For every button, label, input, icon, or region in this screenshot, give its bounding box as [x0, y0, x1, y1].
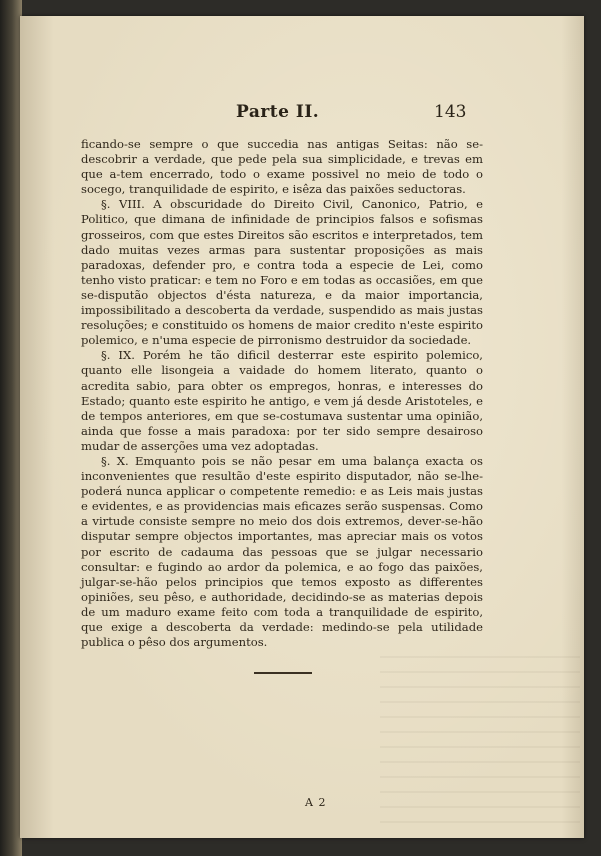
- page-number: 143: [434, 102, 467, 122]
- paragraph-section-x: §. X. Emquanto pois se não pesar em uma balança exacta os inconvenientes que resultão d'este espirito disputador, não se-lhe-poderá nunca applicar o competente remedio: e as Leis mais justas e evidentes, e as providencias mais eficazes serão suspensas. Como a virtude consiste sempre no meio dos dois extremos, dever-se-hão disputar sempre objectos importantes, mas apreciar mais os votos por escrito de cadauma das pessoas que se julgar necessario consultar: e fugindo ao ardor da polemica, e ao fogo das paixões, julgar-se-hão pelos principios que temos exposto as differentes opiniões, seu pêso, e authoridade, decidindo-se as materias depois de um maduro exame feito com toda a tranquilidade de espirito, que exige a descoberta da verdade: medindo-se pela utilidade publica o pêso dos argumentos.: [81, 453, 483, 650]
- running-head: Parte II.: [236, 102, 320, 122]
- paragraph-continuation: ficando-se sempre o que succedia nas antigas Seitas: não se-descobrir a verdade, que pede pela sua simplicidade, e trevas em que a-tem encerrado, todo o exame possivel no meio de todo o socego, tranquilidade de espirito, e isêza das paixões seductoras.: [81, 137, 483, 197]
- show-through-bleed: [380, 656, 580, 826]
- body-text: [81, 137, 483, 650]
- signature-mark: A 2: [305, 796, 327, 809]
- book-page: [20, 16, 584, 838]
- section-end-rule: [254, 672, 312, 674]
- page-header: [20, 88, 584, 122]
- adjacent-page-edge: [0, 0, 22, 856]
- paragraph-section-ix: §. IX. Porém he tão dificil desterrar este espirito polemico, quanto elle lisongeia a vaidade do homem literato, quanto o acredita sabio, para obter os empregos, honras, e interesses do Estado; quanto este espirito he antigo, e vem já desde Aristoteles, e de tempos anteriores, em que se-costumava sustentar uma opinião, ainda que fosse a mais paradoxa: por ter sido sempre desairoso mudar de asserções uma vez adoptadas.: [81, 348, 483, 453]
- paragraph-section-viii: §. VIII. A obscuridade do Direito Civil, Canonico, Patrio, e Politico, que dimana de infinidade de principios falsos e sofismas grosseiros, com que estes Direitos são escritos e interpretados, tem dado muitas vezes armas para sustentar proposições as mais paradoxas, defender pro, e contra toda a especie de Lei, como tenho visto praticar: e tem no Foro e em todas as occasiões, em que se-disputão objectos d'ésta natureza, e da maior importancia, impossibilitado a descoberta da verdade, suspendido as mais justas resoluções; e constituido os homens de maior credito n'este espirito polemico, e n'uma especie de pirronismo destruidor da sociedade.: [81, 197, 483, 348]
